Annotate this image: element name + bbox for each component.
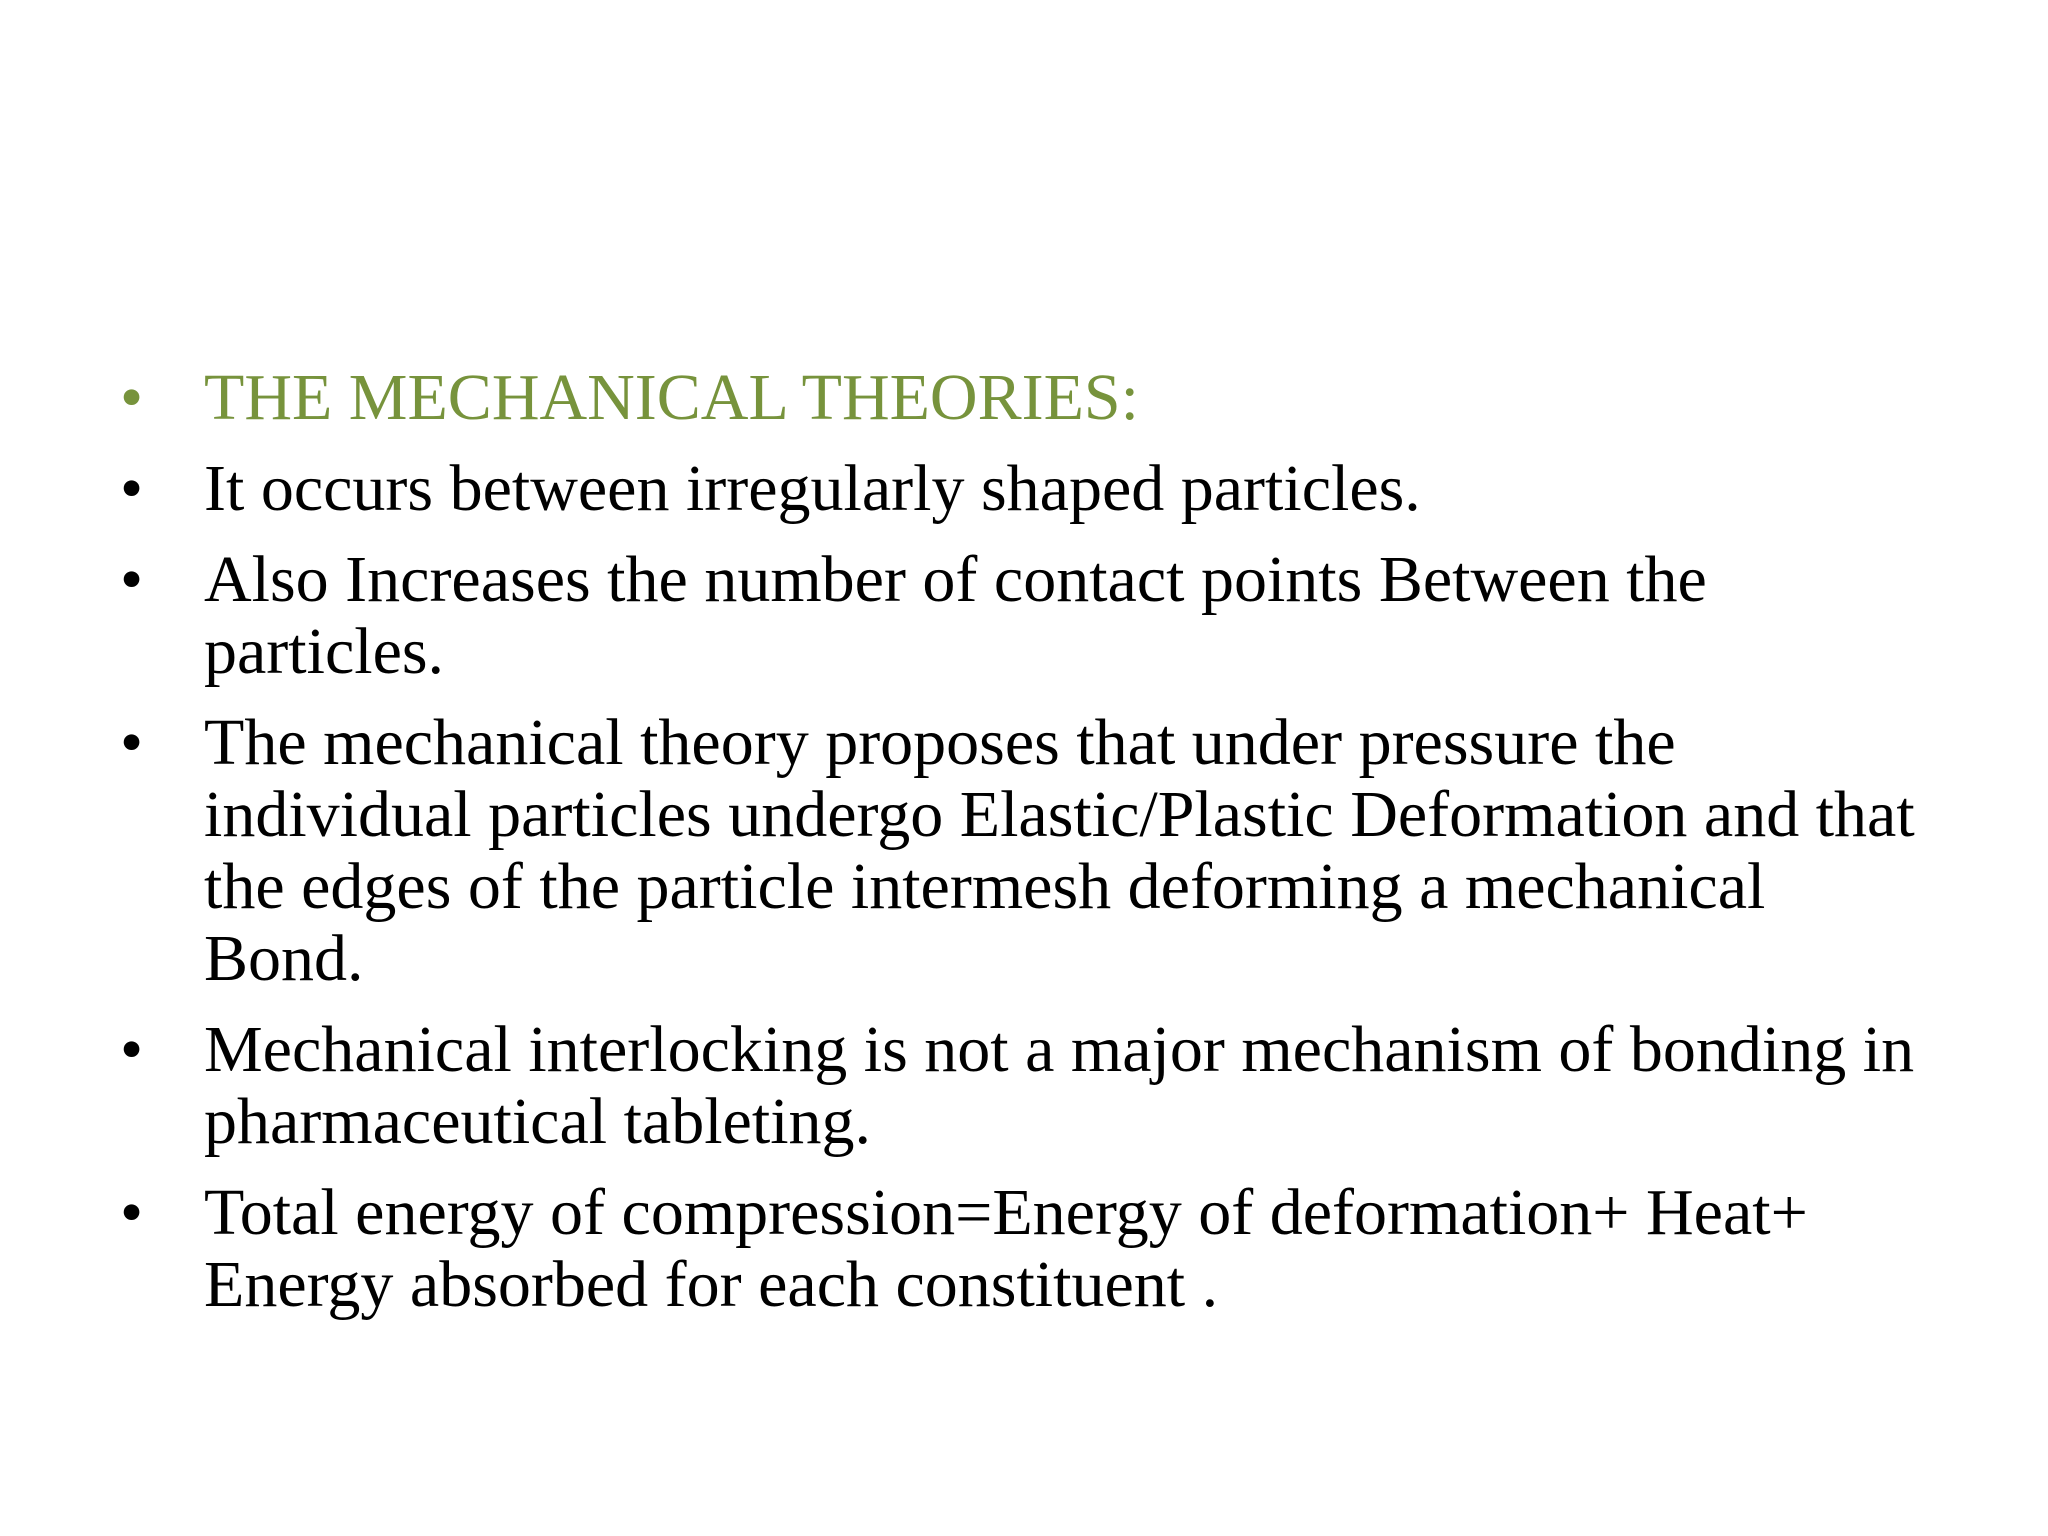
bullet-icon: • xyxy=(120,543,144,616)
bullet-icon: • xyxy=(120,706,144,779)
bullet-icon: • xyxy=(120,361,144,434)
bullet-icon: • xyxy=(120,452,144,525)
bullet-item-heading xyxy=(120,362,1940,434)
bullet-text: Mechanical interlocking is not a major mechanism of bonding in pharmaceutical tableting. xyxy=(204,1013,1915,1158)
bullet-text: It occurs between irregularly shaped particles. xyxy=(204,452,1421,525)
bullet-item xyxy=(120,453,1940,525)
bullet-item xyxy=(120,1014,1940,1158)
bullet-icon: • xyxy=(120,1013,144,1086)
bullet-icon: • xyxy=(120,1176,144,1249)
section-heading: THE MECHANICAL THEORIES: xyxy=(204,361,1139,434)
bullet-text: The mechanical theory proposes that under pressure the individual particles undergo Elastic/Plastic Deformation and that the edges of the particle intermesh deforming a mechanical Bond. xyxy=(204,706,1915,995)
bullet-list xyxy=(120,362,1940,1340)
bullet-text: Total energy of compression=Energy of deformation+ Heat+ Energy absorbed for each constituent . xyxy=(204,1176,1808,1321)
bullet-item xyxy=(120,1177,1940,1321)
bullet-text: Also Increases the number of contact points Between the particles. xyxy=(204,543,1707,688)
bullet-item xyxy=(120,544,1940,688)
bullet-item xyxy=(120,707,1940,995)
